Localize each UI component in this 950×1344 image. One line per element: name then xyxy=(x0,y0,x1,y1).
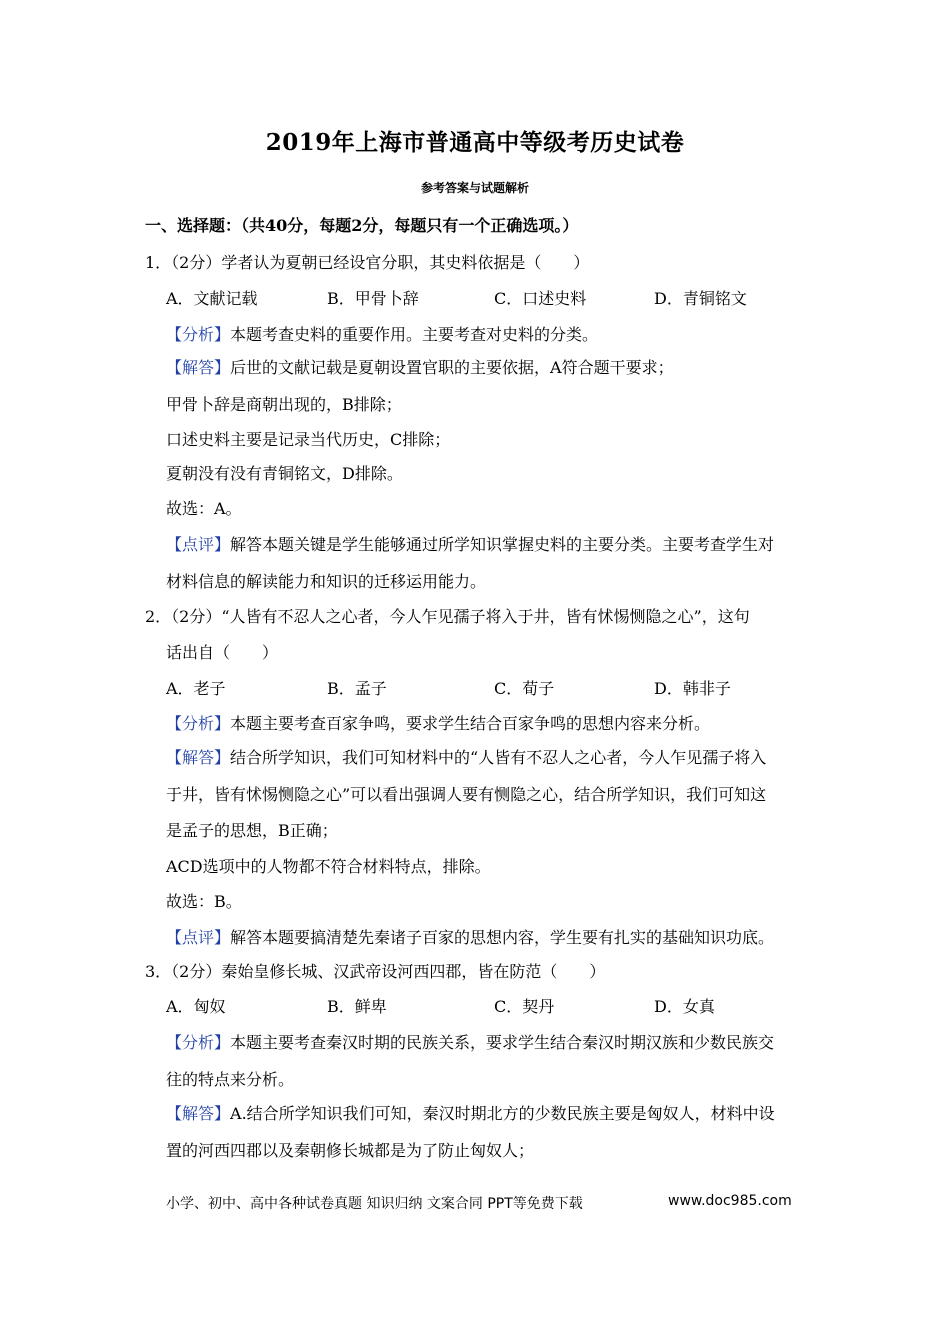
q1-stem: 1．（2分）学者认为夏朝已经设官分职，其史料依据是（ ） xyxy=(145,253,590,272)
q1-answer-line: 故选：A。 xyxy=(166,499,242,518)
section-heading: 一、选择题：（共40分，每题2分，每题只有一个正确选项。） xyxy=(145,216,579,235)
q1-option-d: D．青铜铭文 xyxy=(654,289,747,308)
q2-analysis-text: 本题主要考查百家争鸣，要求学生结合百家争鸣的思想内容来分析。 xyxy=(230,714,711,733)
q2-stem: 2．（2分）“人皆有不忍人之心者，今人乍见孺子将入于井，皆有怵惕恻隐之心”，这句 xyxy=(145,607,750,626)
q3-stem: 3．（2分）秦始皇修长城、汉武帝设河西四郡，皆在防范（ ） xyxy=(145,962,606,981)
q2-option-c: C．荀子 xyxy=(494,679,555,698)
q1-analysis xyxy=(166,322,598,345)
q1-analysis-text: 本题考查史料的重要作用。主要考查对史料的分类。 xyxy=(230,325,599,344)
q1-answer-line: 夏朝没有没有青铜铭文，D排除。 xyxy=(166,464,403,483)
q2-answer-line: 于井，皆有怵惕恻隐之心”可以看出强调人要有恻隐之心，结合所学知识，我们可知这 xyxy=(166,785,767,804)
comment-tag: 【点评】 xyxy=(166,535,231,554)
q1-answer-line: 甲骨卜辞是商朝出现的，B排除； xyxy=(166,395,402,414)
analysis-tag: 【分析】 xyxy=(166,714,231,733)
answer-tag: 【解答】 xyxy=(166,748,231,767)
answer-tag: 【解答】 xyxy=(166,358,231,377)
q3-analysis xyxy=(166,1030,774,1053)
q3-answer xyxy=(166,1101,775,1124)
footer-text: 小学、初中、高中各种试卷真题 知识归纳 文案合同 PPT等免费下载 xyxy=(166,1196,583,1212)
q2-option-a: A．老子 xyxy=(166,679,226,698)
q2-answer-line: 结合所学知识，我们可知材料中的“人皆有不忍人之心者，今人乍见孺子将入 xyxy=(230,748,767,767)
q3-option-c: C．契丹 xyxy=(494,997,555,1016)
q2-stem: 话出自（ ） xyxy=(166,643,279,662)
q3-option-b: B．鲜卑 xyxy=(327,997,387,1016)
q2-option-b: B．孟子 xyxy=(327,679,387,698)
q3-answer-line: 置的河西四郡以及秦朝修长城都是为了防止匈奴人； xyxy=(166,1141,535,1160)
q1-comment-line: 解答本题关键是学生能够通过所学知识掌握史料的主要分类。主要考查学生对 xyxy=(230,535,775,554)
q2-answer xyxy=(166,745,766,768)
q2-comment-text: 解答本题要搞清楚先秦诸子百家的思想内容，学生要有扎实的基础知识功底。 xyxy=(230,928,775,947)
q1-option-c: C．口述史料 xyxy=(494,289,587,308)
q2-analysis xyxy=(166,711,710,734)
q3-analysis-line: 往的特点来分析。 xyxy=(166,1070,295,1089)
q1-option-a: A．文献记载 xyxy=(166,289,258,308)
q1-comment-line: 材料信息的解读能力和知识的迁移运用能力。 xyxy=(166,572,487,591)
footer-url[interactable]: www.doc985.com xyxy=(668,1193,792,1209)
q1-answer-line: 后世的文献记载是夏朝设置官职的主要依据，A符合题干要求； xyxy=(230,358,674,377)
document-subtitle: 参考答案与试题解析 xyxy=(420,181,529,195)
analysis-tag: 【分析】 xyxy=(166,1033,231,1052)
q3-analysis-line: 本题主要考查秦汉时期的民族关系，要求学生结合秦汉时期汉族和少数民族交 xyxy=(230,1033,775,1052)
q2-answer-line: ACD选项中的人物都不符合材料特点，排除。 xyxy=(166,857,491,876)
analysis-tag: 【分析】 xyxy=(166,325,231,344)
comment-tag: 【点评】 xyxy=(166,928,231,947)
document-title: 2019年上海市普通高中等级考历史试卷 xyxy=(265,129,685,156)
q2-answer-line: 是孟子的思想，B正确； xyxy=(166,821,338,840)
answer-tag: 【解答】 xyxy=(166,1104,231,1123)
q1-answer-line: 口述史料主要是记录当代历史，C排除； xyxy=(166,430,451,449)
q3-answer-line: A.结合所学知识我们可知，秦汉时期北方的少数民族主要是匈奴人，材料中设 xyxy=(230,1104,775,1123)
q2-answer-line: 故选：B。 xyxy=(166,892,242,911)
q1-comment xyxy=(166,532,774,555)
q3-option-d: D．女真 xyxy=(654,997,715,1016)
q3-option-a: A．匈奴 xyxy=(166,997,226,1016)
q2-option-d: D．韩非子 xyxy=(654,679,731,698)
q2-comment xyxy=(166,925,774,948)
q1-answer xyxy=(166,355,674,378)
q1-option-b: B．甲骨卜辞 xyxy=(327,289,419,308)
